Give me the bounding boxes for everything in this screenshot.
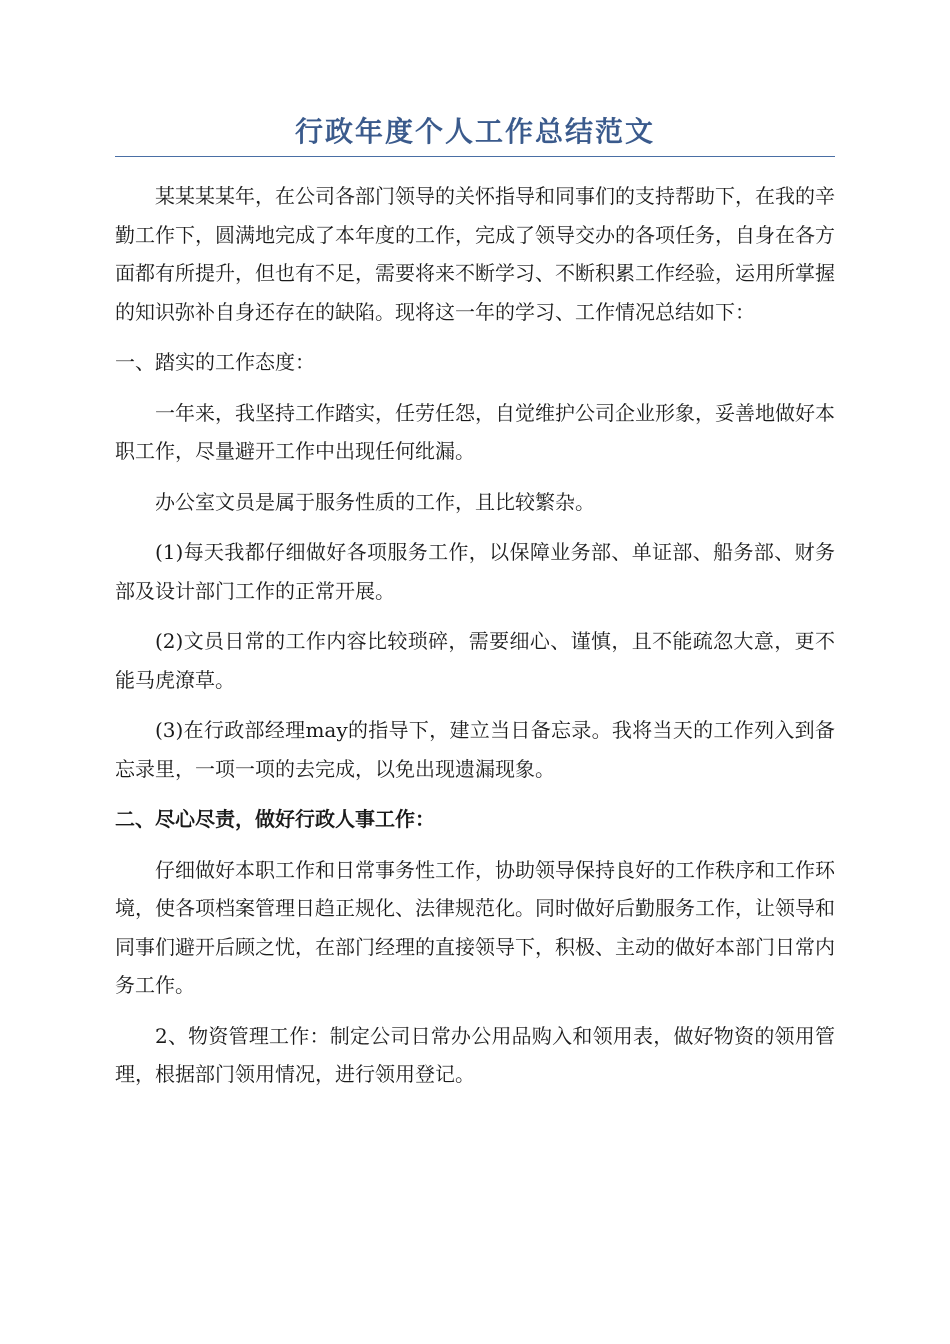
section-heading-2: 二、尽心尽责，做好行政人事工作： — [115, 807, 435, 831]
intro-paragraph: 某某某某年，在公司各部门领导的关怀指导和同事们的支持帮助下，在我的辛勤工作下，圆满地完成了本年度的工作，完成了领导交办的各项任务，自身在各方面都有所提升，但也有不足，需要将来不断学习、不断积累工作经验，运用所掌握的知识弥补自身还存在的缺陷。现将这一年的学习、工作情况总结如下： — [115, 184, 835, 324]
body-paragraph: 2、物资管理工作：制定公司日常办公用品购入和领用表，做好物资的领用管理，根据部门领用情况，进行领用登记。 — [115, 1023, 835, 1086]
section-heading-1: 一、踏实的工作态度： — [115, 350, 315, 374]
list-item-paragraph: (2)文员日常的工作内容比较琐碎，需要细心、谨慎，且不能疏忽大意，更不能马虎潦草。 — [115, 629, 835, 692]
list-item-paragraph: (1)每天我都仔细做好各项服务工作，以保障业务部、单证部、船务部、财务部及设计部门工作的正常开展。 — [115, 540, 835, 603]
list-item-paragraph: (3)在行政部经理may的指导下，建立当日备忘录。我将当天的工作列入到备忘录里，一项一项的去完成，以免出现遗漏现象。 — [115, 718, 835, 781]
document-body — [115, 177, 835, 1094]
document-title: 行政年度个人工作总结范文 — [115, 112, 835, 157]
body-paragraph: 办公室文员是属于服务性质的工作，且比较繁杂。 — [155, 489, 595, 514]
body-paragraph: 一年来，我坚持工作踏实，任劳任怨，自觉维护公司企业形象，妥善地做好本职工作，尽量避开工作中出现任何纰漏。 — [115, 400, 835, 463]
body-paragraph: 仔细做好本职工作和日常事务性工作，协助领导保持良好的工作秩序和工作环境，使各项档案管理日趋正规化、法律规范化。同时做好后勤服务工作，让领导和同事们避开后顾之忧，在部门经理的直接领导下，积极、主动的做好本部门日常内务工作。 — [115, 857, 835, 997]
document-page — [115, 112, 835, 1106]
